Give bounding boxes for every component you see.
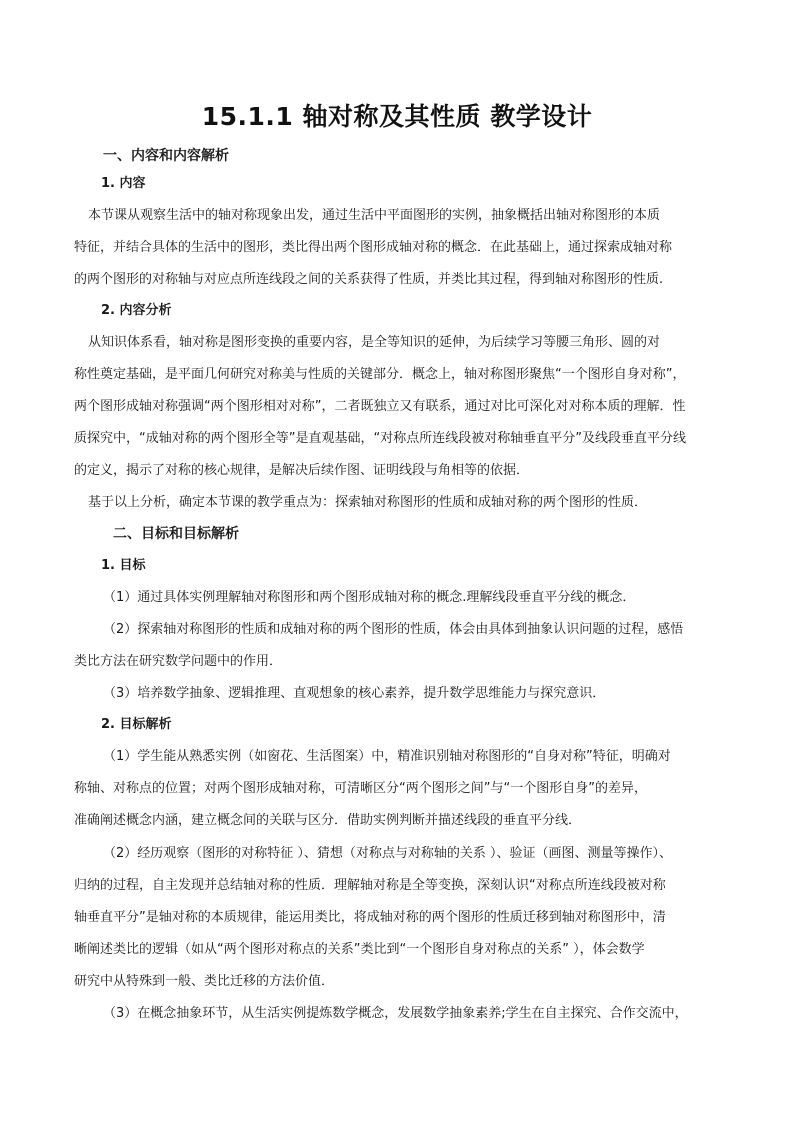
subheading-content: 1. 内容 <box>101 176 146 191</box>
paragraph-line: 准确阐述概念内涵，建立概念间的关联与区分．借助实例判断并描述线段的垂直平分线． <box>74 813 582 828</box>
subheading-goals: 1. 目标 <box>101 558 146 573</box>
paragraph-line: （3）在概念抽象环节，从生活实例提炼数学概念，发展数学抽象素养;学生在自主探究、合作交流中， <box>103 1006 688 1021</box>
paragraph-line: （1）通过具体实例理解轴对称图形和两个图形成轴对称的概念.理解线段垂直平分线的概念． <box>103 590 636 605</box>
paragraph-line: 基于以上分析，确定本节课的教学重点为：探索轴对称图形的性质和成轴对称的两个图形的性质． <box>88 495 648 510</box>
subheading-content-analysis: 2. 内容分析 <box>101 303 172 318</box>
paragraph-line: （3）培养数学抽象、逻辑推理、直观想象的核心素养，提升数学思维能力与探究意识． <box>103 686 606 701</box>
page-title: 15.1.1 轴对称及其性质 教学设计 <box>201 102 593 131</box>
paragraph-line: 称轴、对称点的位置；对两个图形成轴对称，可清晰区分“两个图形之间”与“一个图形自身”的差异， <box>74 781 647 796</box>
section-heading-content: 一、内容和内容解析 <box>103 148 229 164</box>
paragraph-line: 两个图形成轴对称强调“两个图形相对对称”，二者既独立又有联系，通过对比可深化对对称本质的理解．性 <box>74 399 686 414</box>
subheading-goal-analysis: 2. 目标解析 <box>101 717 172 732</box>
paragraph-line: 轴垂直平分”是轴对称的本质规律，能运用类比，将成轴对称的两个图形的性质迁移到轴对称图形中，清 <box>74 910 666 925</box>
paragraph-line: （2）经历观察（图形的对称特征 ）、猜想（对称点与对称轴的关系 ）、验证（画图、测量等操作）、 <box>103 846 673 861</box>
section-heading-goals: 二、目标和目标解析 <box>113 526 239 542</box>
paragraph-line: 特征，并结合具体的生活中的图形，类比得出两个图形成轴对称的概念．在此基础上，通过探索成轴对称 <box>74 240 673 255</box>
paragraph-line: （1）学生能从熟悉实例（如窗花、生活图案）中，精准识别轴对称图形的“自身对称”特征，明确对 <box>103 749 671 764</box>
paragraph-line: 研究中从特殊到一般、类比迁移的方法价值． <box>74 974 335 989</box>
paragraph-line: 本节课从观察生活中的轴对称现象出发，通过生活中平面图形的实例，抽象概括出轴对称图形的本质 <box>88 208 661 223</box>
paragraph-line: 质探究中，“成轴对称的两个图形全等”是直观基础，“对称点所连线段被对称轴垂直平分”及线段垂直平分线 <box>74 431 686 446</box>
paragraph-line: 称性奠定基础，是平面几何研究对称美与性质的关键部分．概念上，轴对称图形聚焦“一个图形自身对称”， <box>74 367 686 382</box>
paragraph-line: 的定义，揭示了对称的核心规律，是解决后续作图、证明线段与角相等的依据． <box>74 463 530 478</box>
paragraph-line: 晰阐述类比的逻辑（如从“两个图形对称点的关系”类比到“一个图形自身对称点的关系” ），体会数学 <box>74 942 645 957</box>
paragraph-line: 的两个图形的对称轴与对应点所连线段之间的关系获得了性质，并类比其过程，得到轴对称图形的性质. <box>74 272 664 287</box>
paragraph-line: 归纳的过程，自主发现并总结轴对称的性质．理解轴对称是全等变换，深刻认识“对称点所连线段被对称 <box>74 878 666 893</box>
paragraph-line: 类比方法在研究数学问题中的作用． <box>74 654 283 669</box>
paragraph-line: （2）探索轴对称图形的性质和成轴对称的两个图形的性质，体会由具体到抽象认识问题的过程，感悟 <box>103 622 684 637</box>
paragraph-line: 从知识体系看，轴对称是图形变换的重要内容，是全等知识的延伸，为后续学习等腰三角形、圆的对 <box>88 335 661 350</box>
